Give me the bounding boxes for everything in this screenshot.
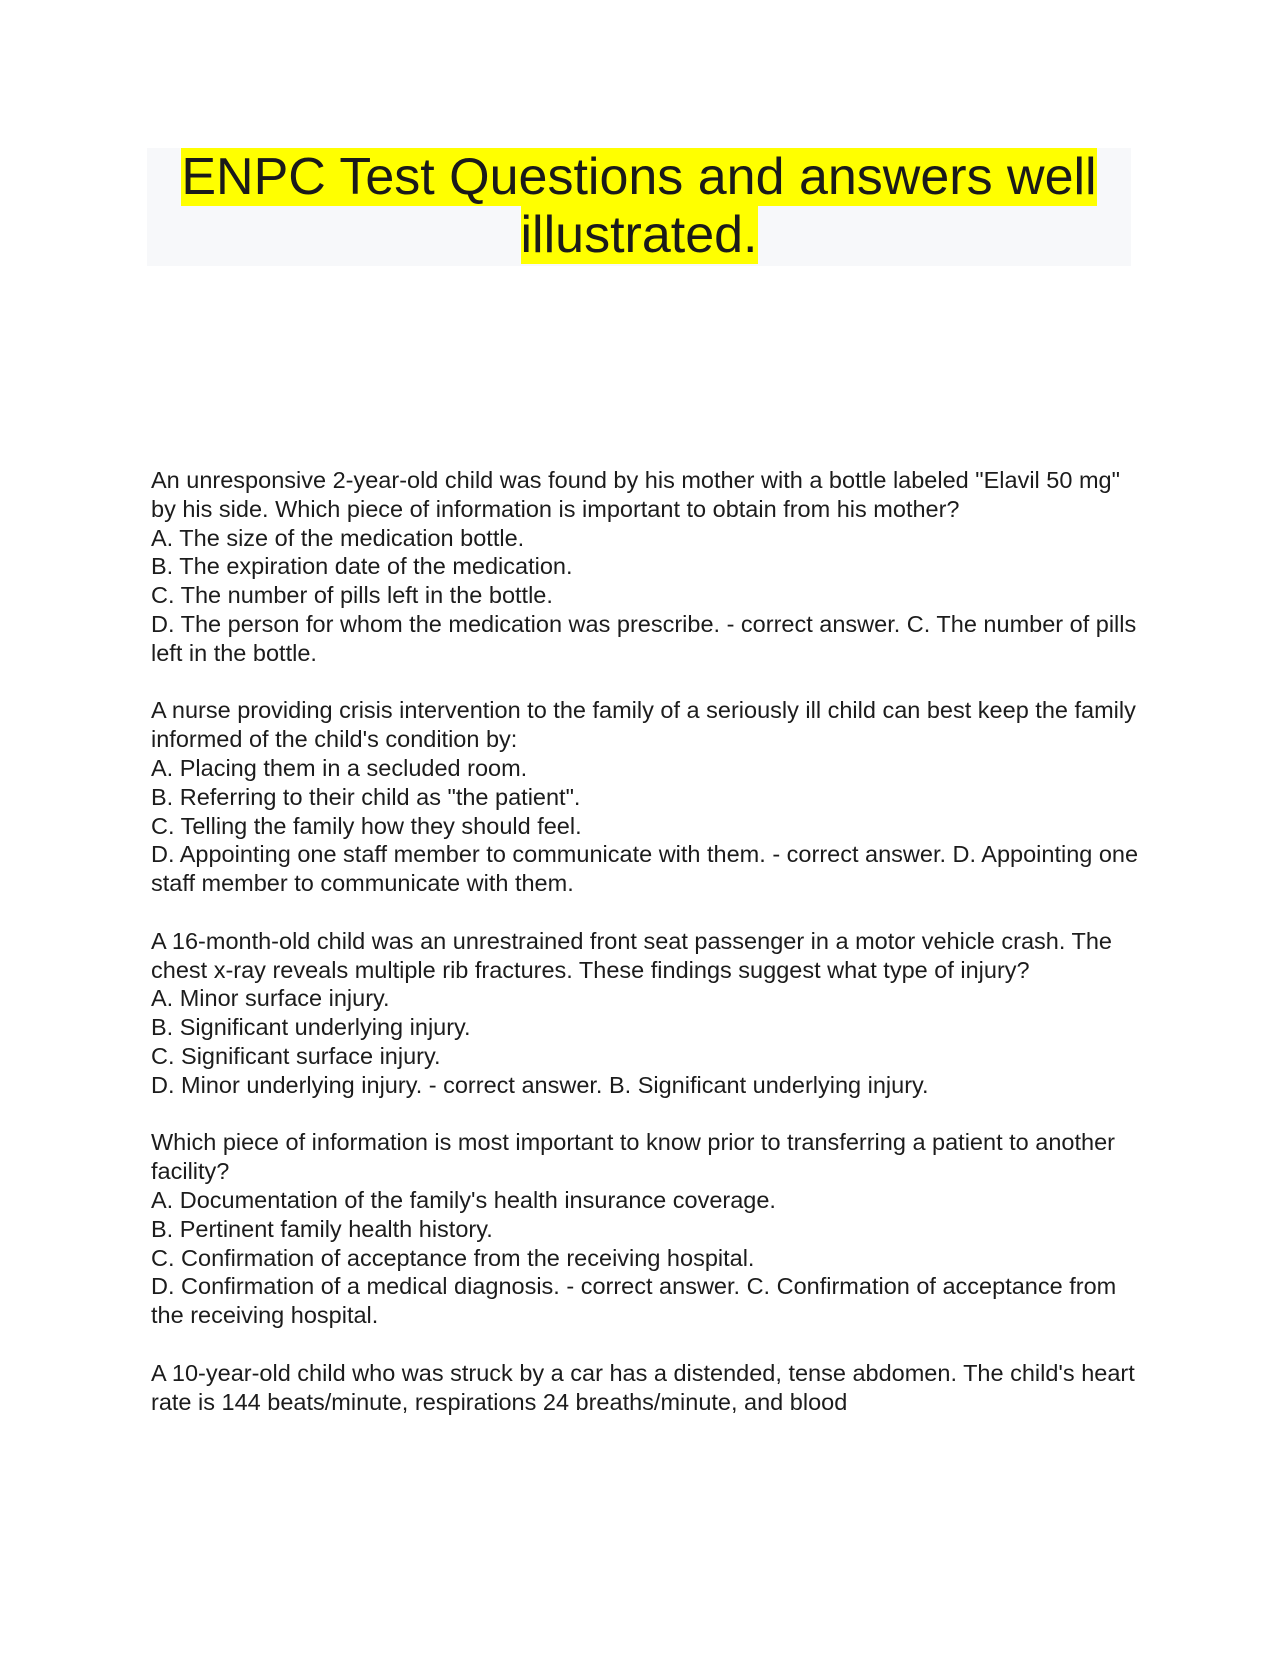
option-line: A. The size of the medication bottle. bbox=[151, 524, 525, 551]
question-block bbox=[151, 1359, 1141, 1417]
question-text: A 16-month-old child was an unrestrained front seat passenger in a motor vehicle crash. The chest x-ray reveals multiple rib fractures. These findings suggest what type of injury? bbox=[151, 927, 1112, 983]
option-line-answer: D. Minor underlying injury. - correct answer. B. Significant underlying injury. bbox=[151, 1071, 929, 1098]
option-line: B. The expiration date of the medication. bbox=[151, 553, 573, 580]
question-text: Which piece of information is most important to know prior to transferring a patient to another facility? bbox=[151, 1129, 1115, 1185]
document-body bbox=[151, 466, 1141, 1445]
page-title bbox=[147, 148, 1131, 264]
question-block bbox=[151, 1128, 1141, 1330]
option-line: C. Significant surface injury. bbox=[151, 1042, 441, 1069]
option-line: B. Significant underlying injury. bbox=[151, 1014, 471, 1041]
question-block bbox=[151, 466, 1141, 668]
option-line: A. Placing them in a secluded room. bbox=[151, 754, 528, 781]
option-line: A. Minor surface injury. bbox=[151, 985, 390, 1012]
option-line-answer: D. The person for whom the medication was prescribe. - correct answer. C. The number of pills left in the bottle. bbox=[151, 610, 1137, 666]
question-text: A 10-year-old child who was struck by a car has a distended, tense abdomen. The child's heart rate is 144 beats/minute, respirations 24 breaths/minute, and blood bbox=[151, 1359, 1135, 1415]
option-line: A. Documentation of the family's health insurance coverage. bbox=[151, 1186, 776, 1213]
option-line-answer: D. Confirmation of a medical diagnosis. - correct answer. C. Confirmation of acceptance from the receiving hospital. bbox=[151, 1273, 1117, 1329]
option-line: C. Confirmation of acceptance from the receiving hospital. bbox=[151, 1244, 755, 1271]
option-line: B. Pertinent family health history. bbox=[151, 1215, 493, 1242]
question-block bbox=[151, 696, 1141, 898]
option-line-answer: D. Appointing one staff member to communicate with them. - correct answer. D. Appointing one staff member to communicate with them. bbox=[151, 841, 1139, 897]
question-text: An unresponsive 2-year-old child was found by his mother with a bottle labeled "Elavil 50 mg" by his side. Which piece of information is important to obtain from his mother? bbox=[151, 467, 1120, 522]
option-line: C. The number of pills left in the bottle. bbox=[151, 582, 553, 609]
option-line: C. Telling the family how they should feel. bbox=[151, 812, 582, 839]
question-text: A nurse providing crisis intervention to the family of a seriously ill child can best keep the family informed of the child's condition by: bbox=[151, 697, 1136, 753]
option-line: B. Referring to their child as "the patient". bbox=[151, 783, 581, 810]
question-block bbox=[151, 927, 1141, 1100]
title-highlight: ENPC Test Questions and answers well illustrated. bbox=[181, 148, 1097, 264]
